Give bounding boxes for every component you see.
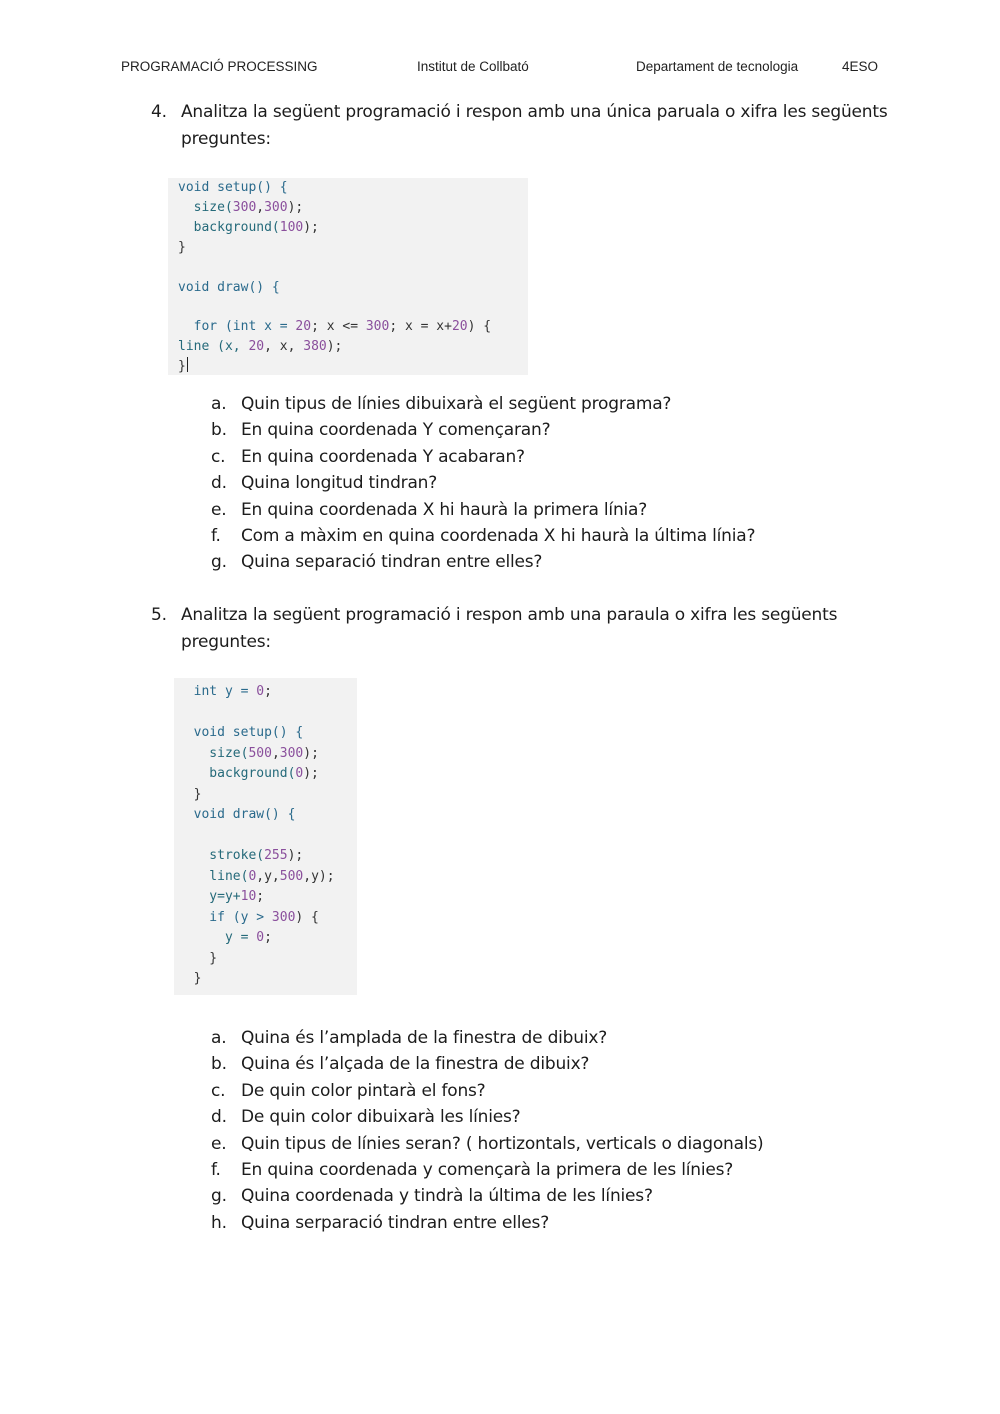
subquestion-text: Quina coordenada y tindrà la última de les línies? (241, 1186, 653, 1207)
subquestion-letter: h. (211, 1212, 227, 1233)
code-token: ; x <= (311, 319, 366, 335)
code-token: ; (264, 930, 272, 945)
code-line (178, 682, 272, 702)
code-line (178, 723, 303, 743)
code-line (178, 198, 303, 218)
code-token: for (int x = (178, 319, 296, 335)
code-line (178, 785, 201, 805)
code-token: 300 (271, 909, 296, 925)
code-line (178, 764, 319, 784)
code-token: 500 (279, 868, 304, 884)
code-token: 20 (295, 319, 312, 335)
code-token: 300 (232, 199, 257, 215)
code-line (178, 357, 188, 377)
code-token: line (x, (178, 339, 249, 355)
subquestion-text: Quin tipus de línies dibuixarà el següent programa? (241, 394, 672, 414)
code-line (178, 949, 217, 969)
question-5-number: 5. (151, 605, 167, 625)
subquestion-letter: a. (211, 1028, 227, 1048)
subquestion-letter: f. (211, 526, 221, 546)
code-token: 300 (365, 319, 390, 335)
header-subject: PROGRAMACIÓ PROCESSING (121, 59, 318, 74)
code-token: 380 (303, 339, 327, 355)
code-token: ,y, (256, 868, 280, 884)
code-line (178, 317, 491, 337)
code-token: , x, (264, 339, 304, 355)
subquestion-letter: a. (211, 394, 227, 414)
subquestion-letter: e. (211, 1133, 227, 1154)
subquestion-letter: d. (211, 1107, 227, 1128)
subquestion-text: Quina és l’amplada de la finestra de dibuix? (241, 1028, 608, 1048)
code-line (178, 178, 288, 198)
code-token: size( (178, 199, 233, 215)
subquestion-letter: b. (211, 1054, 227, 1075)
code-token: y = (178, 930, 257, 945)
code-token: } (178, 950, 218, 966)
code-token: 500 (248, 745, 272, 761)
code-token: y=y+ (178, 889, 241, 904)
code-token: ; (264, 684, 272, 699)
code-line (178, 969, 201, 989)
code-token: 0 (248, 868, 257, 884)
code-token: ); (287, 199, 304, 215)
code-token: size( (178, 745, 249, 761)
subquestion-text: En quina coordenada X hi haurà la primera línia? (241, 499, 648, 520)
question-4-text: Analitza la següent programació i respon amb una única paruala o xifra les següents preguntes: (181, 102, 888, 149)
code-token: void draw() { (178, 279, 280, 295)
code-line (178, 867, 335, 887)
code-line (178, 928, 272, 948)
code-block-1 (168, 178, 528, 375)
subquestion-text: En quina coordenada Y acabaran? (241, 446, 525, 467)
code-line (178, 218, 319, 238)
header-grade: 4ESO (842, 59, 879, 74)
code-token: ) { (295, 909, 319, 925)
code-token: 100 (279, 219, 304, 235)
code-token: ,y); (303, 868, 335, 884)
code-token: , (271, 745, 280, 761)
subquestion-letter: f. (211, 1160, 221, 1180)
code-token: line( (178, 868, 249, 884)
subquestion-letter: d. (211, 473, 227, 494)
code-token: 300 (264, 199, 288, 215)
subquestion-text: De quin color pintarà el fons? (241, 1080, 486, 1101)
code-token: } (178, 239, 186, 255)
text-cursor (187, 357, 188, 372)
header-department: Departament de tecnologia (636, 59, 799, 74)
code-line (178, 744, 319, 764)
subquestion-letter: c. (211, 1080, 226, 1101)
subquestion-text: Com a màxim en quina coordenada X hi haurà la última línia? (241, 526, 756, 546)
code-line (178, 908, 319, 928)
question-5-text: Analitza la següent programació i respon amb una paraula o xifra les següents preguntes: (181, 605, 838, 652)
subquestion-letter: b. (211, 420, 227, 441)
code-token: background( (178, 766, 296, 781)
code-token: background( (178, 219, 280, 235)
subquestion-letter: g. (211, 552, 227, 573)
subquestion-letter: g. (211, 1186, 227, 1207)
header-school: Institut de Collbató (417, 59, 529, 74)
code-token: 0 (256, 930, 265, 945)
code-line (178, 337, 342, 357)
code-token: } (178, 786, 202, 802)
code-token: void draw() { (178, 807, 296, 822)
code-token: void setup() { (178, 725, 304, 740)
subquestion-text: En quina coordenada Y començaran? (241, 420, 551, 441)
code-token: 20 (451, 319, 468, 335)
code-line (178, 846, 303, 866)
code-token: ) { (467, 319, 492, 335)
subquestion-text: En quina coordenada y començarà la primera de les línies? (241, 1160, 734, 1180)
subquestion-text: Quina és l’alçada de la finestra de dibuix? (241, 1054, 590, 1075)
subquestion-text: Quin tipus de línies seran? ( hortizontals, verticals o diagonals) (241, 1133, 764, 1154)
code-line (178, 887, 264, 907)
code-block-2 (174, 678, 357, 995)
code-token: ); (287, 848, 304, 863)
code-token: 300 (279, 745, 304, 761)
code-token: 0 (295, 766, 304, 781)
code-line (178, 238, 186, 258)
code-token: 10 (240, 889, 257, 904)
subquestion-text: Quina longitud tindran? (241, 473, 438, 494)
subquestion-text: Quina serparació tindran entre elles? (241, 1212, 550, 1233)
code-token: 0 (256, 684, 265, 699)
code-token: , (256, 199, 265, 215)
code-token: stroke( (178, 848, 265, 863)
code-token: ); (326, 339, 343, 355)
code-token: ); (303, 219, 319, 235)
page-header (0, 59, 1000, 77)
code-token: 255 (264, 848, 288, 863)
code-token: ; (256, 889, 265, 904)
code-token: } (178, 359, 186, 375)
code-token: ; x = x+ (389, 319, 452, 335)
subquestion-letter: e. (211, 499, 227, 520)
code-line (178, 278, 280, 298)
code-token: void setup() { (178, 180, 288, 195)
subquestion-letter: c. (211, 446, 226, 467)
code-token: } (178, 971, 202, 986)
code-token: if (y > (178, 909, 272, 925)
question-5 (151, 602, 891, 656)
question-4 (151, 99, 891, 153)
subquestion-text: Quina separació tindran entre elles? (241, 552, 543, 573)
subquestion-text: De quin color dibuixarà les línies? (241, 1107, 521, 1128)
code-token: ); (303, 766, 319, 781)
code-line (178, 805, 295, 825)
code-token: 20 (248, 339, 265, 355)
code-token: ); (303, 745, 319, 761)
question-4-number: 4. (151, 102, 167, 122)
code-token: int y = (178, 684, 257, 699)
